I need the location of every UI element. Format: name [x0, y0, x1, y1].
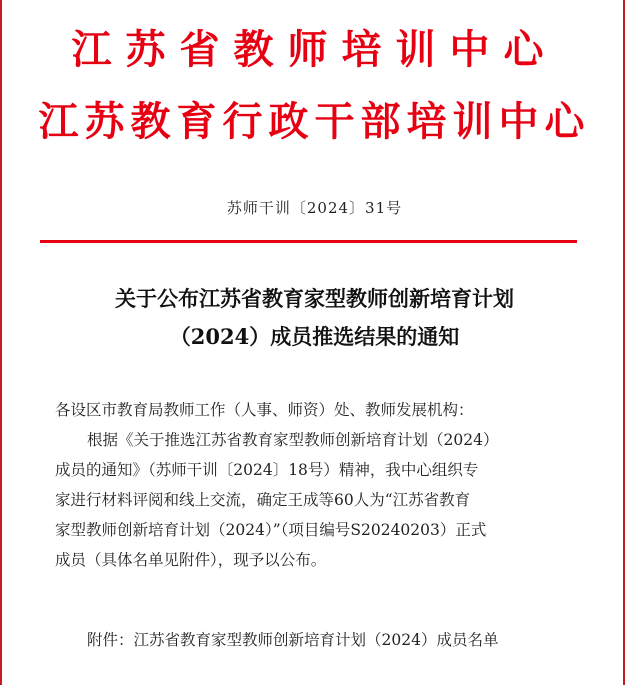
document-title-line-1: 关于公布江苏省教育家型教师创新培育计划	[115, 286, 514, 311]
salutation: 各设区市教育局教师工作（人事、师资）处、教师发展机构：	[55, 401, 474, 419]
issuer-name-2: 江苏教育行政干部培训中心	[38, 98, 591, 145]
document-number: 苏师干训〔2024〕31号	[226, 199, 403, 217]
body-line: 家进行材料评阅和线上交流，确定王成等60人为“江苏省教育	[55, 491, 471, 509]
red-divider	[40, 240, 577, 243]
body-line: 根据《关于推选江苏省教育家型教师创新培育计划（2024）	[87, 431, 499, 449]
body-line: 家型教师创新培育计划（2024）”（项目编号S20240203）正式	[55, 521, 487, 539]
attachment-note: 附件：江苏省教育家型教师创新培育计划（2024）成员名单	[87, 631, 499, 649]
body-line: 成员的通知》（苏师干训〔2024〕18号）精神，我中心组织专	[55, 461, 479, 479]
issuer-name-1: 江苏省教师培训中心	[71, 26, 558, 73]
body-paragraph	[55, 425, 585, 575]
document-title-line-2: （2024）成员推选结果的通知	[169, 324, 460, 349]
body-line: 成员（具体名单见附件），现予以公布。	[55, 551, 327, 569]
